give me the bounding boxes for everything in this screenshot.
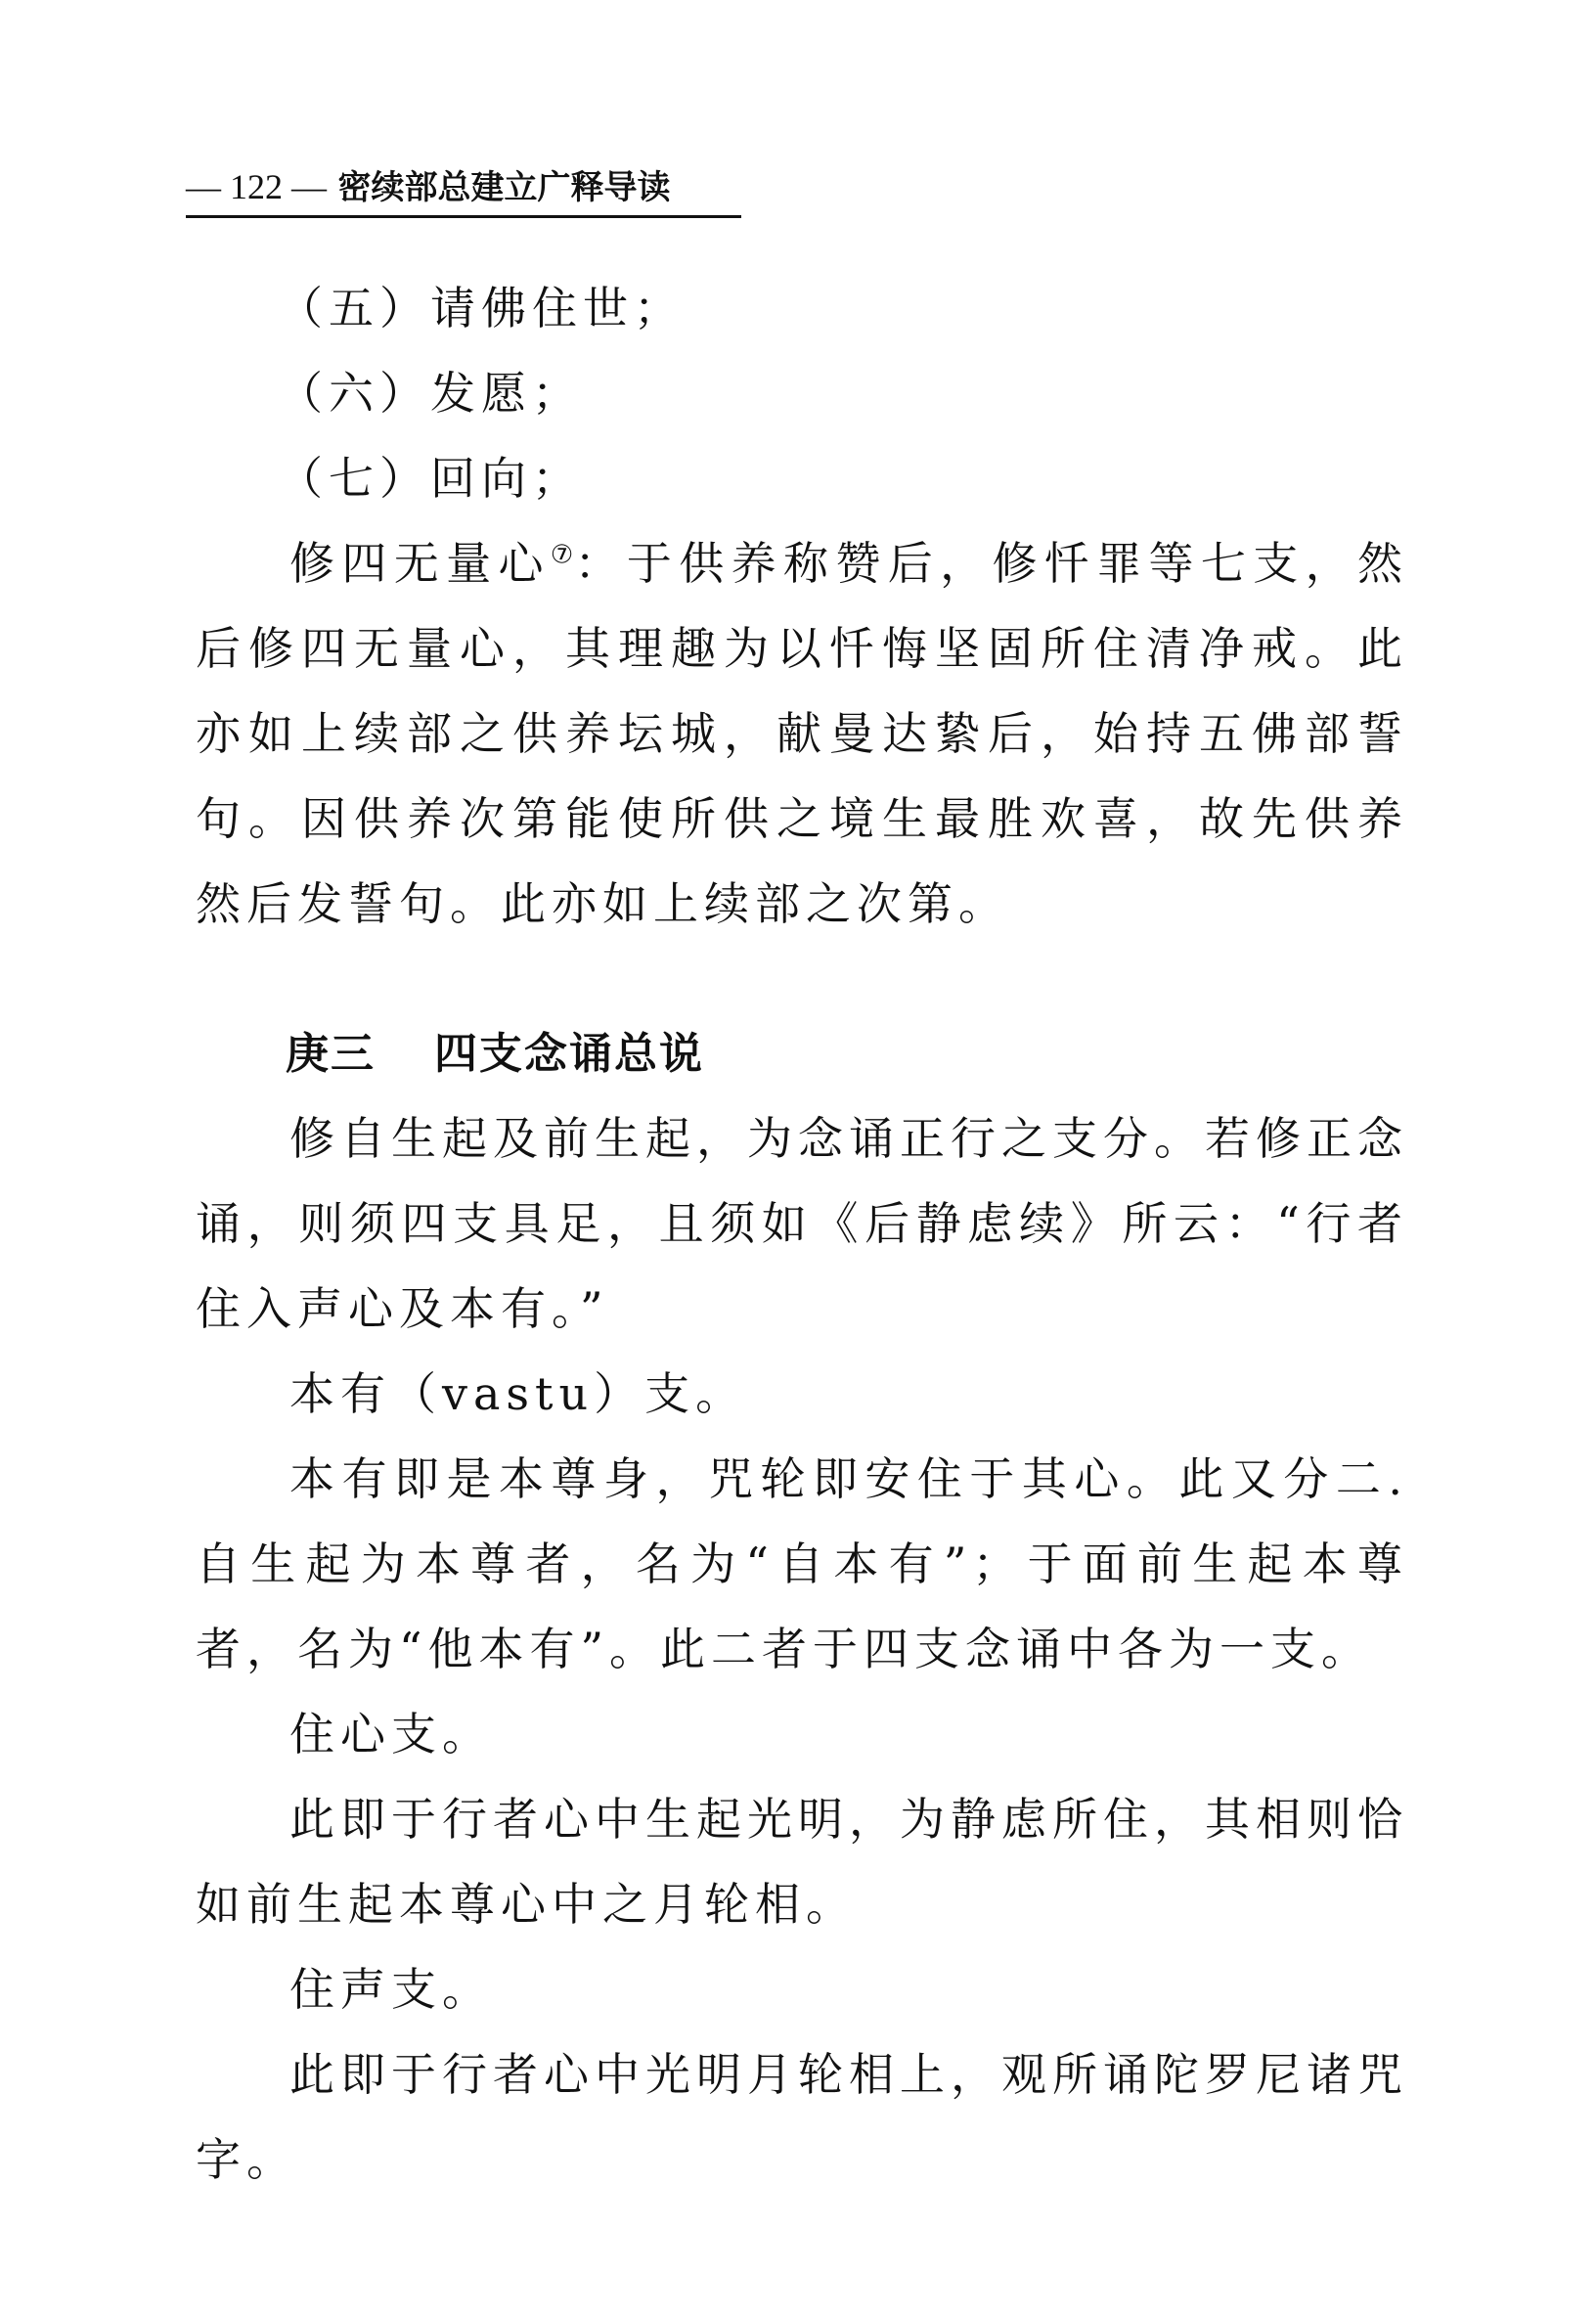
running-title: 密续部总建立广释导读 — [337, 168, 671, 207]
section-heading — [196, 1011, 1408, 1096]
page-header — [186, 164, 741, 218]
paragraph: 修自生起及前生起，为念诵正行之支分。若修正念诵，则须四支具足，且须如《后静虑续》所云：“行者住入声心及本有。” — [196, 1112, 1408, 1335]
paragraph: 住心支。 — [289, 1708, 493, 1760]
paragraph: 住声支。 — [289, 1963, 493, 2016]
paragraph-lead: 修四无量心 — [289, 537, 551, 590]
paragraph-text: ：于供养称赞后，修忏罪等七支，然后修四无量心，其理趣为以忏悔坚固所住清净戒。此亦如上续部之供养坛城，献曼达絷后，始持五佛部誓句。因供养次第能使所供之境生最胜欢喜，故先供养然后发誓句。此亦如上续部之次第。 — [196, 537, 1409, 930]
paragraph-four-immeasurables — [196, 521, 1408, 947]
section-number: 庚三 — [286, 1029, 376, 1079]
paragraph: 此即于行者心中生起光明，为静虑所住，其相则恰如前生起本尊心中之月轮相。 — [196, 1793, 1408, 1931]
paragraph: 此即于行者心中光明月轮相上，观所诵陀罗尼诸咒字。 — [196, 2048, 1408, 2186]
paragraph: 本有（vastu）支。 — [289, 1367, 747, 1420]
section-title: 四支念诵总说 — [434, 1029, 704, 1079]
page-number: — 122 — — [186, 167, 327, 206]
list-item: （五）请佛住世； — [278, 282, 685, 334]
page-body — [196, 266, 1408, 2203]
footnote-marker: ⑦ — [550, 540, 575, 570]
paragraph: 本有即是本尊身，咒轮即安住于其心。此又分二.自生起为本尊者，名为“自本有”；于面前生起本尊者，名为“他本有”。此二者于四支念诵中各为一支。 — [196, 1452, 1408, 1675]
list-item: （七）回向； — [278, 452, 583, 505]
list-item: （六）发愿； — [278, 367, 583, 420]
